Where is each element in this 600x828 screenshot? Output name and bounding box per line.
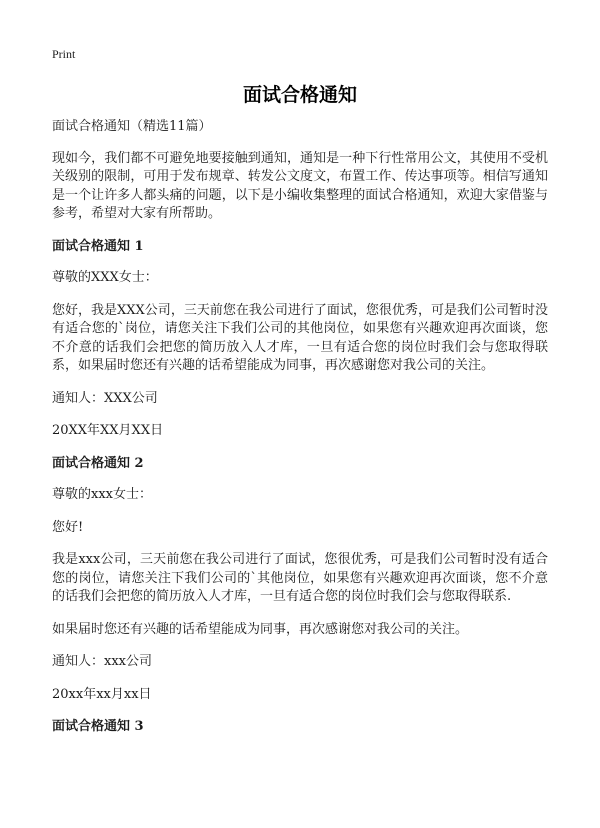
section-salutation: 您好! (52, 519, 84, 535)
section-closing: 如果届时您还有兴趣的话希望能成为同事，再次感谢您对我公司的关注。 (52, 621, 469, 637)
section-greeting: 尊敬的XXX女士： (52, 270, 158, 285)
section-date: 20XX年XX月XX日 (52, 423, 164, 438)
section-heading: 面试合格通知 2 (52, 455, 144, 471)
section-heading: 面试合格通知 1 (52, 238, 144, 254)
section-body: 我是xxx公司，三天前您在我公司进行了面试，您很优秀，可是我们公司暂时没有适合您的岗位，请您关注下我们公司的`其他岗位，如果您有兴趣欢迎再次面谈，您不介意的话我们会把您的简历放入人才库，一旦有适合您的岗位时我们会与您取得联系. (52, 552, 548, 604)
intro-paragraph: 现如今，我们都不可避免地要接触到通知，通知是一种下行性常用公文，其使用不受机关级别的限制，可用于发布规章、转发公文度文，布置工作、传达事项等。相信写通知是一个让许多人都头痛的问题，以下是小编收集整理的面试合格通知，欢迎大家借鉴与参考，希望对大家有所帮助。 (52, 150, 548, 221)
section-signer: 通知人：xxx公司 (52, 654, 152, 669)
section-date: 20xx年xx月xx日 (52, 686, 152, 702)
document-content (52, 118, 548, 750)
print-link[interactable]: Print (52, 47, 76, 61)
document-title: 面试合格通知 (242, 84, 357, 106)
section-body: 您好，我是XXX公司，三天前您在我公司进行了面试，您很优秀，可是我们公司暂时没有适合您的`岗位，请您关注下我们公司的其他岗位，如果您有兴趣欢迎再次面谈，您不介意的话我们会把您的简历放入人才库，一旦有适合您的岗位时我们会与您取得联系，如果届时您还有兴趣的话希望能成为同事，再次感谢您对我公司的关注。 (52, 302, 548, 373)
section-signer: 通知人：XXX公司 (52, 390, 158, 406)
document-subtitle: 面试合格通知（精选11篇） (52, 119, 212, 134)
section-heading: 面试合格通知 3 (52, 719, 144, 734)
section-greeting: 尊敬的xxx女士： (52, 487, 152, 502)
